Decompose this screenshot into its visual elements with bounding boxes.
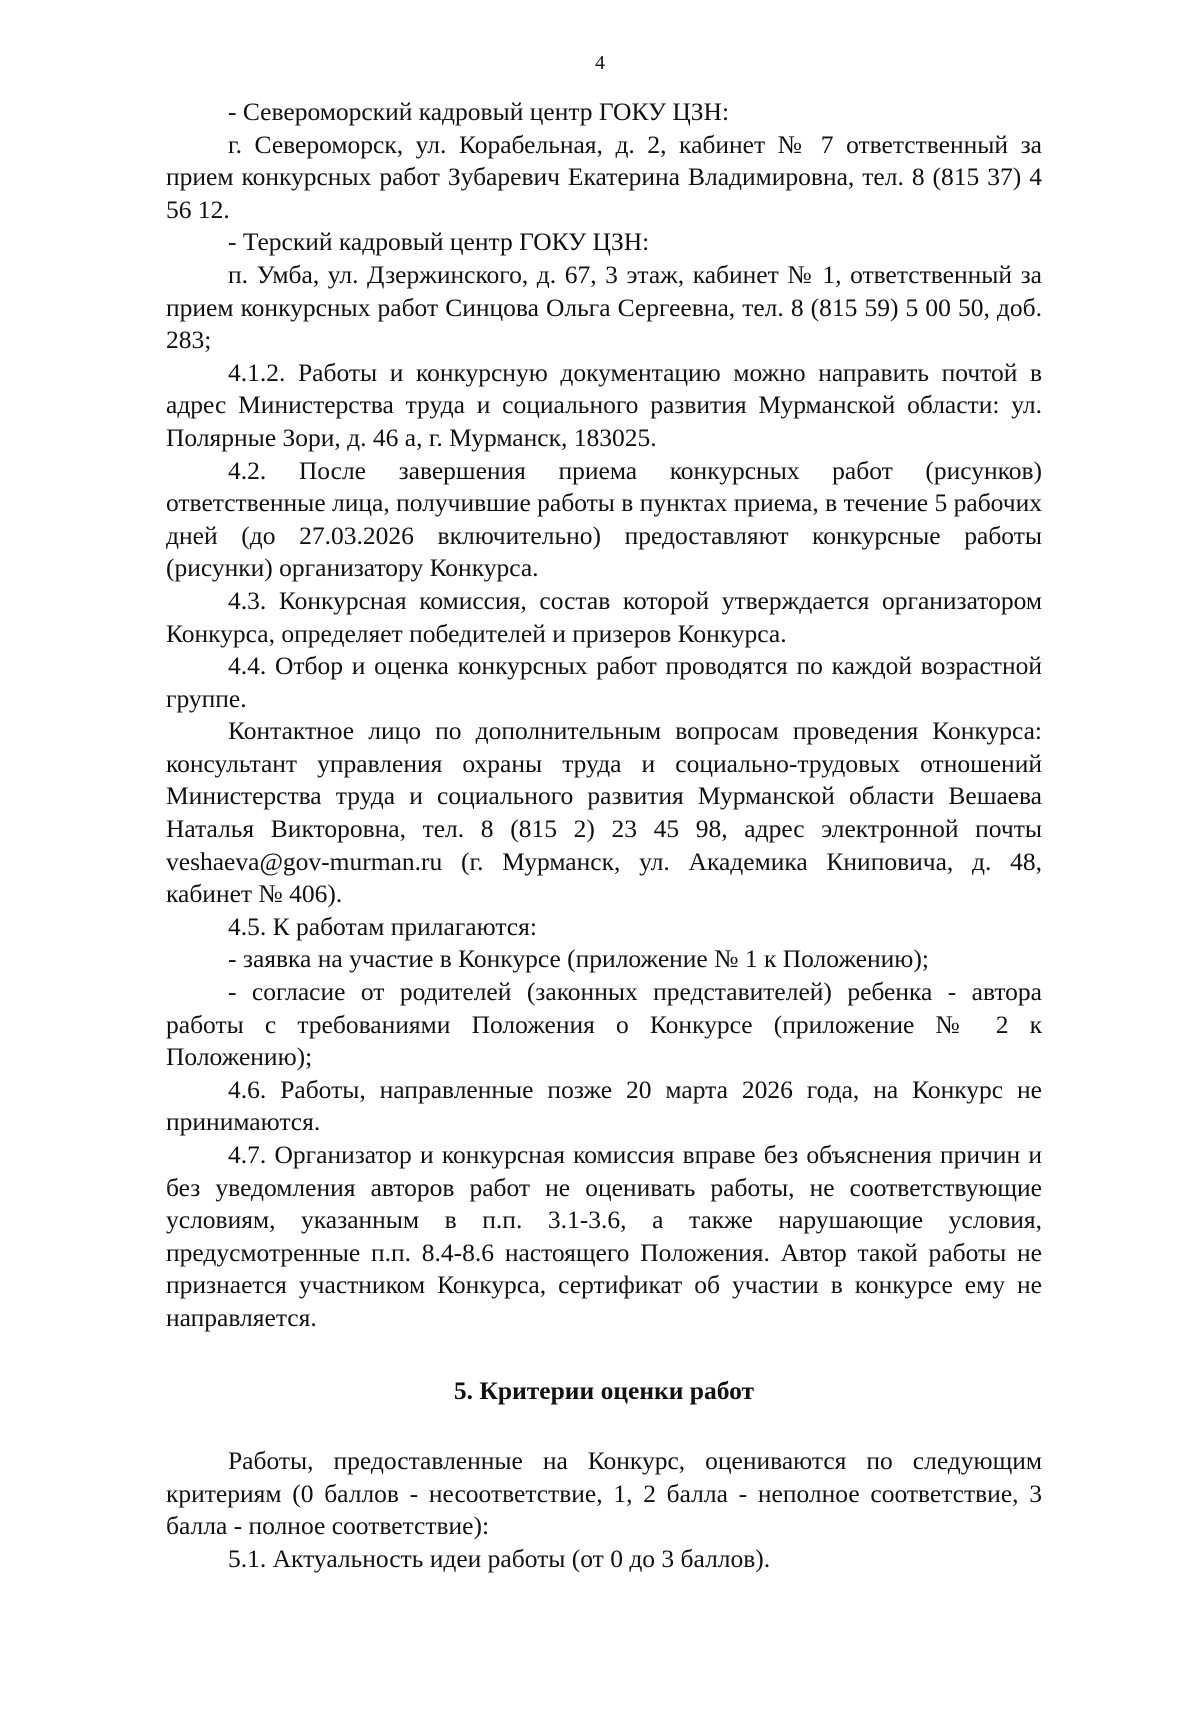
paragraph: 4.3. Конкурсная комиссия, состав которой утверждается организатором Конкурса, определяет победителей и призеров Конкурса. — [166, 585, 1042, 648]
paragraph: Работы, предоставленные на Конкурс, оцениваются по следующим критериям (0 баллов - несоответствие, 1, 2 балла - неполное соответствие, 3 балла - полное соответствие): — [166, 1446, 1042, 1541]
page-number: 4 — [595, 52, 605, 74]
paragraph: - согласие от родителей (законных представителей) ребенка - автора работы с требованиями Положения о Конкурсе (приложение № 2 к Положению); — [166, 977, 1042, 1072]
document-body — [166, 96, 1042, 1576]
paragraph: - Североморский кадровый центр ГОКУ ЦЗН: — [228, 97, 730, 126]
paragraph: 5.1. Актуальность идеи работы (от 0 до 3 баллов). — [228, 1543, 771, 1573]
paragraph: г. Североморск, ул. Корабельная, д. 2, кабинет № 7 ответственный за прием конкурсных работ Зубаревич Екатерина Владимировна, тел. 8 (815 37) 4 56 12. — [166, 129, 1042, 224]
paragraph: 4.6. Работы, направленные позже 20 марта 2026 года, на Конкурс не принимаются. — [166, 1074, 1042, 1137]
section-heading: 5. Критерии оценки работ — [453, 1375, 755, 1405]
paragraph: 4.4. Отбор и оценка конкурсных работ проводятся по каждой возрастной группе. — [166, 651, 1042, 713]
paragraph: - Терский кадровый центр ГОКУ ЦЗН: — [228, 227, 650, 257]
paragraph: 4.1.2. Работы и конкурсную документацию можно направить почтой в адрес Министерства труда и социального развития Мурманской области: ул. Полярные Зори, д. 46 а, г. Мурманск, 183025. — [166, 357, 1042, 452]
paragraph: Контактное лицо по дополнительным вопросам проведения Конкурса: консультант управления охраны труда и социально-трудовых отношений Министерства труда и социального развития Мурманской области Вешаева Наталья Викторовна, тел. 8 (815 2) 23 45 98, адрес электронной почты veshaeva@gov-murman.ru (г. Мурманск, ул. Академика Книповича, д. 48, кабинет № 406). — [166, 716, 1042, 909]
paragraph: - заявка на участие в Конкурсе (приложение № 1 к Положению); — [228, 944, 929, 974]
paragraph: 4.5. К работам прилагаются: — [228, 911, 537, 941]
paragraph: 4.7. Организатор и конкурсная комиссия вправе без объяснения причин и без уведомления авторов работ не оценивать работы, не соответствующие условиям, указанным в п.п. 3.1-3.6, а также нарушающие условия, предусмотренные п.п. 8.4-8.6 настоящего Положения. Автор такой работы не признается участником Конкурса, сертификат об участии в конкурсе ему не направляется. — [166, 1140, 1042, 1332]
paragraph: 4.2. После завершения приема конкурсных работ (рисунков) ответственные лица, получившие работы в пунктах приема, в течение 5 рабочих дней (до 27.03.2026 включительно) предоставляют конкурсные работы (рисунки) организатору Конкурса. — [166, 455, 1042, 583]
paragraph: п. Умба, ул. Дзержинского, д. 67, 3 этаж, кабинет № 1, ответственный за прием конкурсных работ Синцова Ольга Сергеевна, тел. 8 (815 59) 5 00 50, доб. 283; — [166, 259, 1042, 355]
